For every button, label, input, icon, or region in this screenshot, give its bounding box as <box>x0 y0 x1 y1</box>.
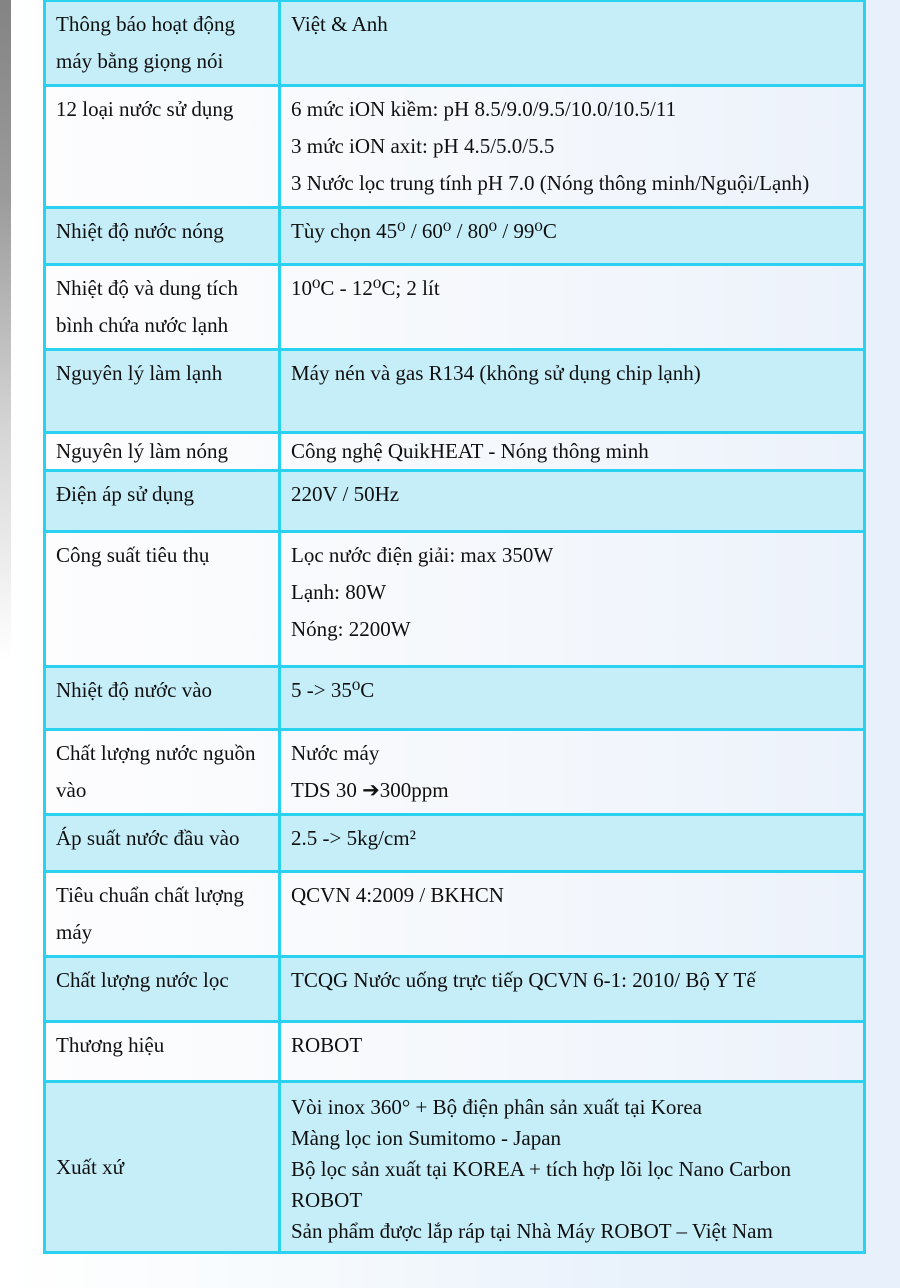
spec-value-line: Công nghệ QuikHEAT - Nóng thông minh <box>291 439 649 463</box>
spec-label: Áp suất nước đầu vào <box>46 816 281 870</box>
spec-row-power-consumption <box>46 530 863 665</box>
spec-value-line: Nước máy <box>291 741 380 765</box>
spec-value-line: 5 -> 35⁰C <box>291 678 375 702</box>
spec-value-line: TDS 30 ➔300ppm <box>291 778 449 802</box>
spec-row-water-types <box>46 84 863 206</box>
spec-row-machine-quality-standard <box>46 870 863 955</box>
spec-row-hot-temp <box>46 206 863 263</box>
spec-label: Chất lượng nước lọc <box>46 958 281 1020</box>
spec-label: 12 loại nước sử dụng <box>46 87 281 206</box>
spec-value-line: Việt & Anh <box>291 12 388 36</box>
spec-value <box>281 266 863 348</box>
spec-value <box>281 533 863 665</box>
spec-value-line: Màng lọc ion Sumitomo - Japan <box>291 1126 562 1150</box>
spec-value <box>281 472 863 530</box>
spec-value-line: 10⁰C - 12⁰C; 2 lít <box>291 276 440 300</box>
spec-value <box>281 209 863 263</box>
spec-value-line: 3 mức iON axit: pH 4.5/5.0/5.5 <box>291 134 555 158</box>
spec-value-line: 6 mức iON kiềm: pH 8.5/9.0/9.5/10.0/10.5/11 <box>291 97 677 121</box>
specification-table <box>43 0 866 1254</box>
spec-label: Nguyên lý làm nóng <box>46 434 281 469</box>
spec-value-line: Sản phẩm được lắp ráp tại Nhà Máy ROBOT – Việt Nam <box>291 1219 773 1243</box>
spec-value-line: QCVN 4:2009 / BKHCN <box>291 883 504 907</box>
spec-row-source-water-quality <box>46 728 863 813</box>
spec-value-line: Máy nén và gas R134 (không sử dụng chip lạnh) <box>291 361 701 385</box>
spec-value-line: 220V / 50Hz <box>291 482 400 506</box>
spec-value-line: Nóng: 2200W <box>291 617 411 641</box>
spec-value-line: Lọc nước điện giải: max 350W <box>291 543 554 567</box>
spec-label: Tiêu chuẩn chất lượng máy <box>46 873 281 955</box>
spec-label: Nhiệt độ và dung tích bình chứa nước lạnh <box>46 266 281 348</box>
spec-value-line: Vòi inox 360° + Bộ điện phân sản xuất tại Korea <box>291 1095 702 1119</box>
spec-value <box>281 2 863 84</box>
spec-row-voltage <box>46 469 863 530</box>
spec-label: Thương hiệu <box>46 1023 281 1080</box>
spec-row-origin <box>46 1080 863 1251</box>
spec-value-line: Bộ lọc sản xuất tại KOREA + tích hợp lõi lọc Nano Carbon ROBOT <box>291 1157 792 1212</box>
spec-value <box>281 958 863 1020</box>
spec-value <box>281 87 863 206</box>
spec-label: Công suất tiêu thụ <box>46 533 281 665</box>
spec-row-inlet-temp <box>46 665 863 728</box>
spec-value <box>281 668 863 728</box>
spec-label: Nhiệt độ nước vào <box>46 668 281 728</box>
spec-label: Thông báo hoạt động máy bằng giọng nói <box>46 2 281 84</box>
spec-label: Chất lượng nước nguồn vào <box>46 731 281 813</box>
spec-label: Nguyên lý làm lạnh <box>46 351 281 431</box>
spec-value <box>281 816 863 870</box>
spec-row-cooling-principle <box>46 348 863 431</box>
spec-value <box>281 351 863 431</box>
spec-value <box>281 1083 863 1251</box>
spec-value-line: 3 Nước lọc trung tính pH 7.0 (Nóng thông minh/Nguội/Lạnh) <box>291 171 810 195</box>
spec-value-line: Lạnh: 80W <box>291 580 387 604</box>
spec-value <box>281 434 863 469</box>
spec-label: Nhiệt độ nước nóng <box>46 209 281 263</box>
spec-row-filtered-water-quality <box>46 955 863 1020</box>
spec-value-line: 2.5 -> 5kg/cm² <box>291 826 416 850</box>
spec-value <box>281 873 863 955</box>
spec-value <box>281 731 863 813</box>
spec-label: Điện áp sử dụng <box>46 472 281 530</box>
spec-row-inlet-pressure <box>46 813 863 870</box>
spec-value-line: TCQG Nước uống trực tiếp QCVN 6-1: 2010/ Bộ Y Tế <box>291 968 756 992</box>
spec-row-cold-temp-capacity <box>46 263 863 348</box>
spec-value-line: Tùy chọn 45⁰ / 60⁰ / 80⁰ / 99⁰C <box>291 219 557 243</box>
spec-value-line: ROBOT <box>291 1033 363 1057</box>
page-edge-shadow <box>0 0 11 660</box>
spec-row-voice-notification <box>46 2 863 84</box>
spec-value <box>281 1023 863 1080</box>
spec-row-brand <box>46 1020 863 1080</box>
spec-row-heating-principle <box>46 431 863 469</box>
spec-label: Xuất xứ <box>46 1083 281 1251</box>
